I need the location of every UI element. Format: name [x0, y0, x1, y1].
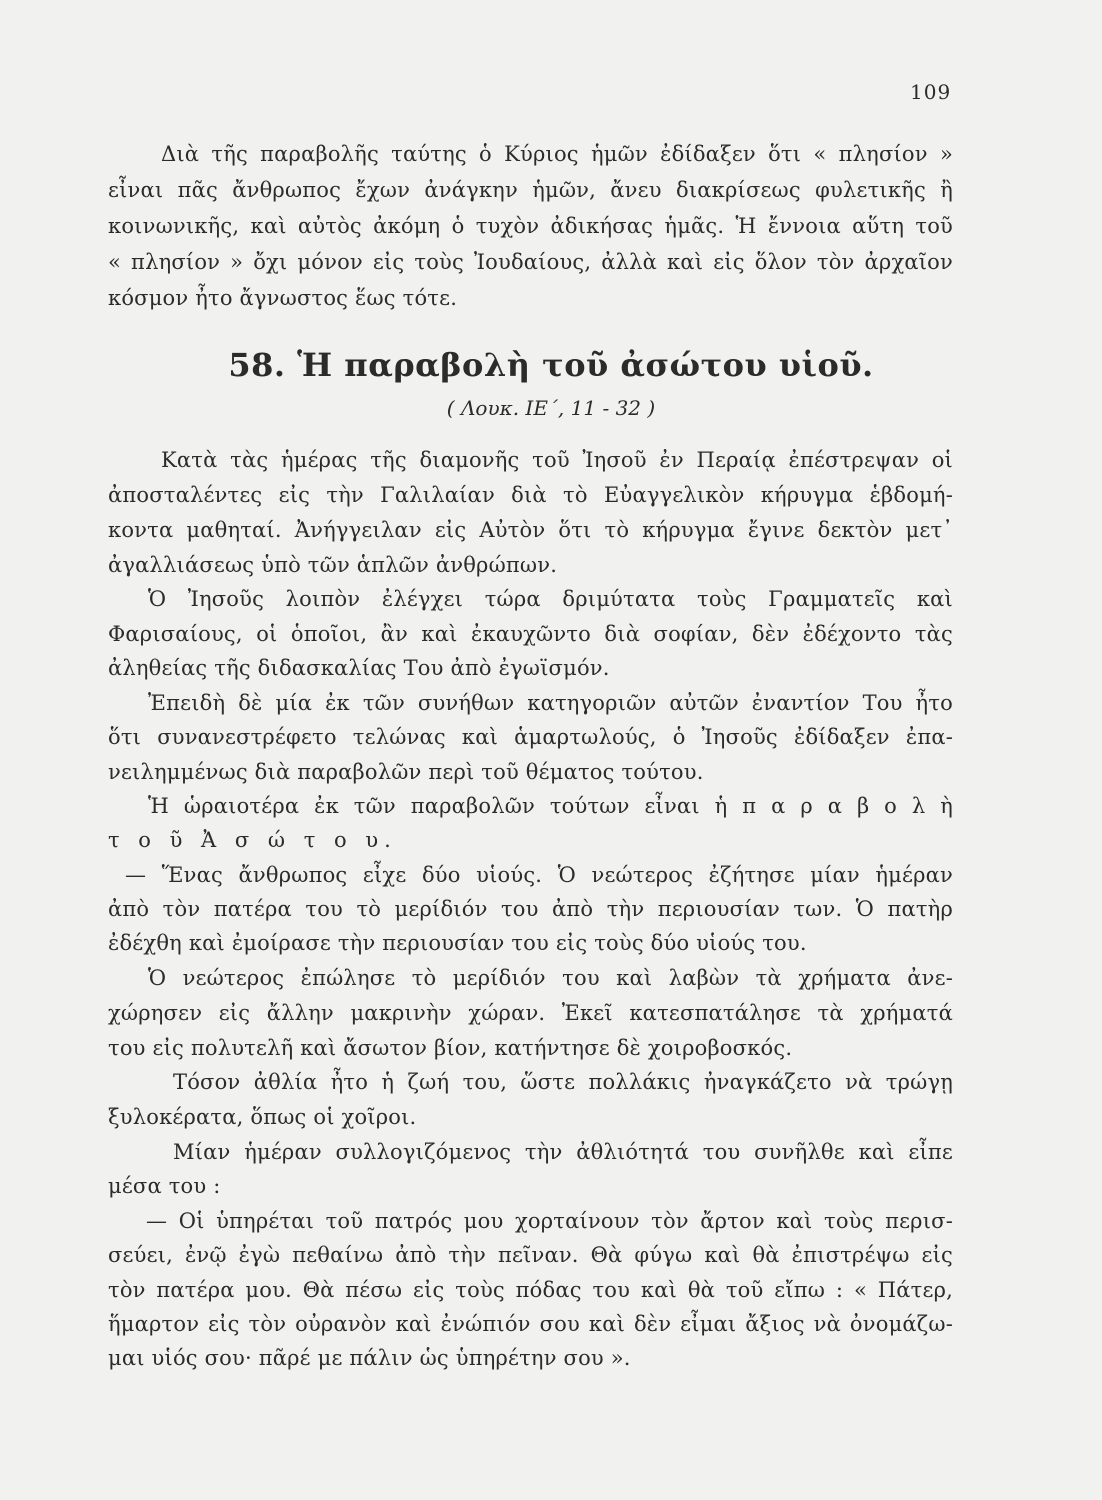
intro-line-2: εἶναι πᾶς ἄνθρωπος ἔχων ἀνάγκην ἡμῶν, ἄνευ διακρίσεως φυλετικῆς ἢ [108, 178, 953, 202]
body-line-8: Ἐπειδὴ δὲ μία ἐκ τῶν συνήθων κατηγοριῶν αὐτῶν ἐναντίον Του ἦτο [148, 691, 953, 715]
section-reference: ( Λουκ. ΙΕ΄, 11 - 32 ) [446, 396, 656, 420]
body-line-9: ὅτι συνανεστρέφετο τελώνας καὶ ἁμαρτωλούς, ὁ Ἰησοῦς ἐδίδαξεν ἐπα- [108, 725, 953, 749]
page-number: 109 [910, 80, 952, 104]
body-line-16: Ὁ νεώτερος ἐπώλησε τὸ μερίδιόν του καὶ λαβὼν τὰ χρήματα ἀνε- [148, 966, 953, 990]
body-line-17: χώρησεν εἰς ἄλλην μακρινὴν χώραν. Ἐκεῖ κατεσπατάλησε τὰ χρήματά [108, 1001, 953, 1025]
body-line-22: μέσα του : [108, 1174, 221, 1198]
body-line-3: κοντα μαθηταί. Ἀνήγγειλαν εἰς Αὐτὸν ὅτι τὸ κήρυγμα ἔγινε δεκτὸν μετ᾽ [108, 518, 953, 542]
body-line-25: τὸν πατέρα μου. Θὰ πέσω εἰς τοὺς πόδας του καὶ θὰ τοῦ εἴπω : « Πάτερ, [108, 1278, 953, 1302]
body-line-15: ἐδέχθη καὶ ἐμοίρασε τὴν περιουσίαν του εἰς τοὺς δύο υἱούς του. [108, 931, 807, 955]
intro-line-1: Διὰ τῆς παραβολῆς ταύτης ὁ Κύριος ἡμῶν ἐδίδαξεν ὅτι « πλησίον » [161, 142, 953, 166]
body-line-21: Μίαν ἡμέραν συλλογιζόμενος τὴν ἀθλιότητά του συνῆλθε καὶ εἶπε [173, 1140, 953, 1164]
body-line-18: του εἰς πολυτελῆ καὶ ἄσωτον βίον, κατήντησε δὲ χοιροβοσκός. [108, 1036, 793, 1060]
body-line-4: ἀγαλλιάσεως ὑπὸ τῶν ἁπλῶν ἀνθρώπων. [108, 553, 558, 577]
body-line-5: Ὁ Ἰησοῦς λοιπὸν ἐλέγχει τώρα δριμύτατα τοὺς Γραμματεῖς καὶ [148, 587, 953, 611]
body-line-26: ἥμαρτον εἰς τὸν οὐρανὸν καὶ ἐνώπιόν σου καὶ δὲν εἶμαι ἄξιος νὰ ὀνομάζω- [108, 1312, 953, 1336]
body-line-13: — Ἕνας ἄνθρωπος εἶχε δύο υἱούς. Ὁ νεώτερος ἐζήτησε μίαν ἡμέραν [125, 863, 953, 887]
body-line-7: ἀληθείας τῆς διδασκαλίας Του ἀπὸ ἐγωϊσμόν. [108, 656, 610, 680]
intro-line-4: « πλησίον » ὄχι μόνον εἰς τοὺς Ἰουδαίους, ἀλλὰ καὶ εἰς ὅλον τὸν ἀρχαῖον [108, 250, 953, 274]
body-line-12: τ ο ῦ Ἀ σ ώ τ ο υ. [108, 828, 397, 852]
intro-line-5: κόσμον ἦτο ἄγνωστος ἕως τότε. [108, 286, 458, 310]
body-line-11: Ἡ ὡραιοτέρα ἐκ τῶν παραβολῶν τούτων εἶναι ἡ π α ρ α β ο λ ὴ [148, 794, 953, 818]
body-line-6: Φαρισαίους, οἱ ὁποῖοι, ἂν καὶ ἐκαυχῶντο διὰ σοφίαν, δὲν ἐδέχοντο τὰς [108, 622, 953, 646]
body-line-19: Τόσον ἀθλία ἦτο ἡ ζωή του, ὥστε πολλάκις ἠναγκάζετο νὰ τρώγῃ [173, 1070, 953, 1094]
intro-line-3: κοινωνικῆς, καὶ αὐτὸς ἀκόμη ὁ τυχὸν ἀδικήσας ἡμᾶς. Ἡ ἔννοια αὕτη τοῦ [108, 214, 953, 238]
body-line-24: σεύει, ἐνῷ ἐγὼ πεθαίνω ἀπὸ τὴν πεῖναν. Θὰ φύγω καὶ θὰ ἐπιστρέψω εἰς [108, 1243, 953, 1267]
body-line-14: ἀπὸ τὸν πατέρα του τὸ μερίδιόν του ἀπὸ τὴν περιουσίαν των. Ὁ πατὴρ [108, 897, 953, 921]
body-line-20: ξυλοκέρατα, ὅπως οἱ χοῖροι. [108, 1105, 417, 1129]
body-line-10: νειλημμένως διὰ παραβολῶν περὶ τοῦ θέματος τούτου. [108, 760, 704, 784]
section-title: 58. Ἡ παραβολὴ τοῦ ἀσώτου υἱοῦ. [228, 346, 874, 384]
body-line-2: ἀποσταλέντες εἰς τὴν Γαλιλαίαν διὰ τὸ Εὐαγγελικὸν κήρυγμα ἑβδομή- [108, 483, 953, 507]
body-line-1: Κατὰ τὰς ἡμέρας τῆς διαμονῆς τοῦ Ἰησοῦ ἐν Περαίᾳ ἐπέστρεψαν οἱ [161, 448, 953, 472]
body-line-27: μαι υἱός σου· πᾶρέ με πάλιν ὡς ὑπηρέτην σου ». [108, 1346, 631, 1370]
body-line-23: — Οἱ ὑπηρέται τοῦ πατρός μου χορταίνουν τὸν ἄρτον καὶ τοὺς περισ- [146, 1209, 953, 1233]
